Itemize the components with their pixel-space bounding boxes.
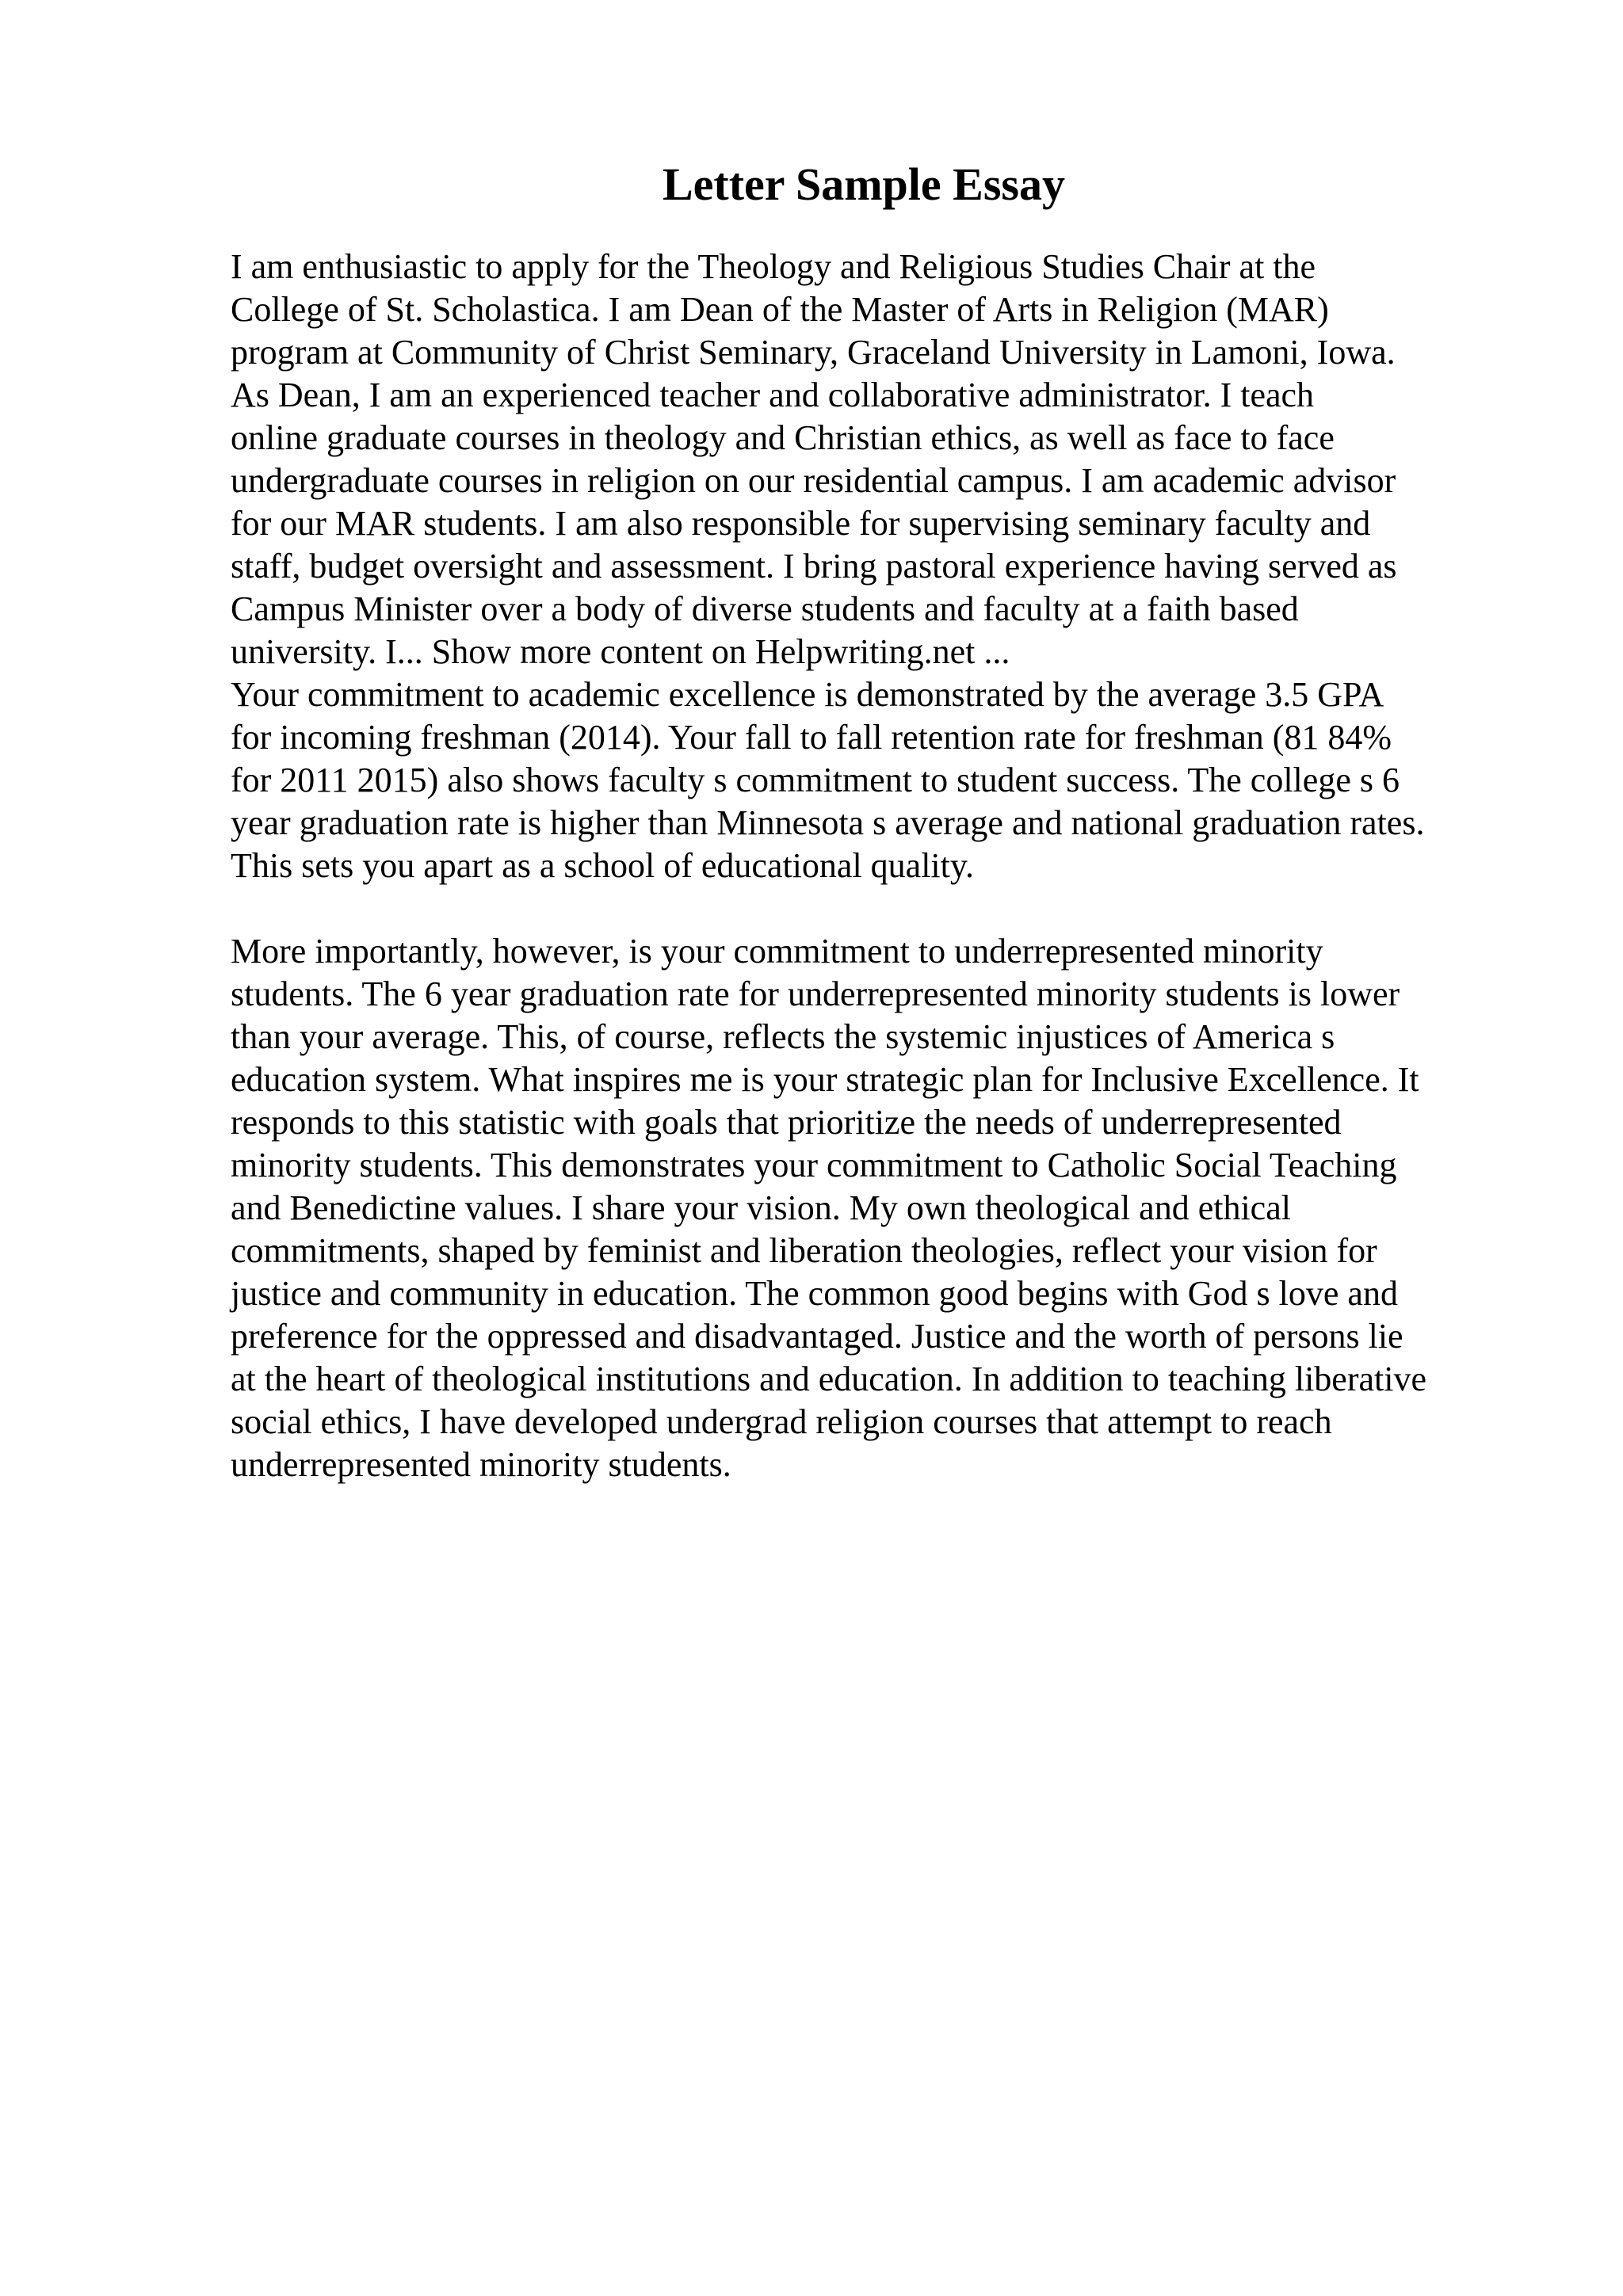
text-line: and Benedictine values. I share your vision. My own theological and ethical [231,1188,1291,1227]
text-line: responds to this statistic with goals that prioritize the needs of underrepresented [231,1103,1342,1142]
text-line: for 2011 2015) also shows faculty s commitment to student success. The college s 6 [231,761,1400,799]
essay-body [231,246,1594,1486]
text-line: than your average. This, of course, reflects the systemic injustices of America s [231,1017,1335,1056]
text-line: program at Community of Christ Seminary, Graceland University in Lamoni, Iowa. [231,333,1396,372]
text-line: justice and community in education. The common good begins with God s love and [231,1274,1398,1313]
text-line: year graduation rate is higher than Minnesota s average and national graduation rates. [231,803,1425,842]
text-line: College of St. Scholastica. I am Dean of the Master of Arts in Religion (MAR) [231,290,1329,329]
text-line: Campus Minister over a body of diverse students and faculty at a faith based [231,589,1299,628]
text-line: at the heart of theological institutions and education. In addition to teaching liberative [231,1360,1426,1398]
text-line: for our MAR students. I am also responsible for supervising seminary faculty and [231,504,1371,543]
text-line: More importantly, however, is your commitment to underrepresented minority [231,932,1323,971]
text-line: commitments, shaped by feminist and liberation theologies, reflect your vision for [231,1231,1377,1270]
text-line: This sets you apart as a school of educational quality. [231,846,975,885]
page-title: Letter Sample Essay [662,158,1065,210]
text-line: undergraduate courses in religion on our residential campus. I am academic advisor [231,461,1396,500]
paragraph-2 [231,673,1594,887]
text-line: university. I... Show more content on Helpwriting.net ... [231,632,1010,671]
text-line: social ethics, I have developed undergrad religion courses that attempt to reach [231,1402,1332,1441]
text-line: As Dean, I am an experienced teacher and collaborative administrator. I teach [231,376,1315,414]
text-line: education system. What inspires me is your strategic plan for Inclusive Excellence. It [231,1060,1419,1099]
paragraph-gap [231,887,1594,930]
text-line: students. The 6 year graduation rate for underrepresented minority students is lower [231,974,1400,1013]
text-line: Your commitment to academic excellence is demonstrated by the average 3.5 GPA [231,675,1384,714]
text-line: for incoming freshman (2014). Your fall to fall retention rate for freshman (81 84% [231,718,1392,757]
text-line: online graduate courses in theology and Christian ethics, as well as face to face [231,418,1335,457]
text-line: underrepresented minority students. [231,1445,731,1484]
text-line: minority students. This demonstrates your commitment to Catholic Social Teaching [231,1146,1397,1184]
paragraph-3 [231,930,1594,1486]
text-line: staff, budget oversight and assessment. I bring pastoral experience having served as [231,547,1397,585]
text-line: preference for the oppressed and disadvantaged. Justice and the worth of persons lie [231,1317,1403,1356]
paragraph-1 [231,246,1594,673]
text-line: I am enthusiastic to apply for the Theology and Religious Studies Chair at the [231,247,1316,286]
